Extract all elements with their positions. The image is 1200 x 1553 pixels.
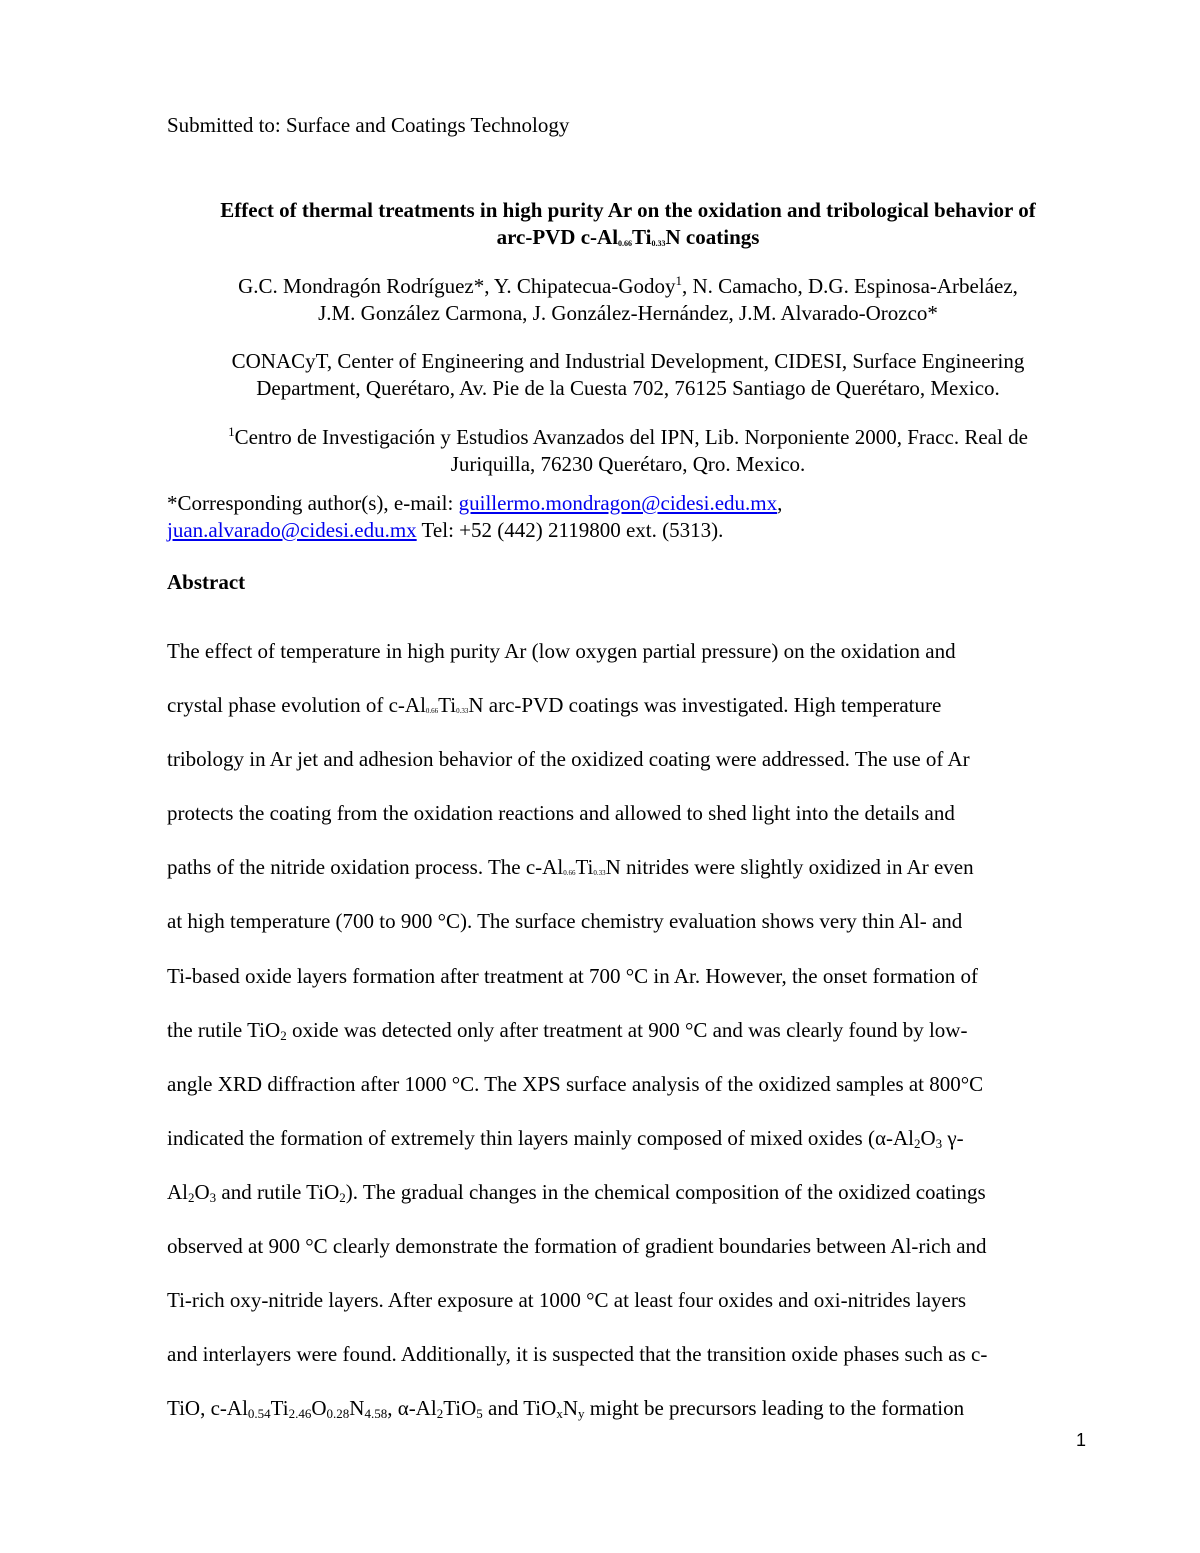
submission-note: Submitted to: Surface and Coatings Technology: [167, 113, 570, 137]
author-text: , N. Camacho, D.G. Espinosa-Arbeláez,: [682, 274, 1018, 298]
paper-title: [120, 197, 1136, 257]
author-text: G.C. Mondragón Rodríguez*, Y. Chipatecua-Godoy: [238, 274, 676, 298]
abstract-heading: Abstract: [167, 570, 246, 594]
email-link-1[interactable]: guillermo.mondragon@cidesi.edu.mx: [458, 491, 778, 515]
page-number: 1: [1076, 1430, 1087, 1450]
abstract-line: crystal phase evolution of $c-Al_{0.66}Ti_{0.33}N$ arc-PVD coatings was investigated. High temperature: [167, 693, 942, 718]
abstract-line: The effect of temperature in high purity Ar (low oxygen partial pressure) on the oxidation and: [167, 639, 956, 663]
title-text: arc-PVD c-Al: [496, 225, 619, 249]
abstract-body: [167, 638, 1092, 1449]
abstract-line: indicated the formation of extremely thin layers mainly composed of mixed oxides ($\alpha-Al_2O_3$ γ-: [167, 1125, 964, 1151]
affiliation-2: [120, 418, 1136, 478]
author-line-2: J.M. González Carmona, J. González-Hernández, J.M. Alvarado-Orozco*: [318, 301, 938, 325]
abstract-line: protects the coating from the oxidation reactions and allowed to shed light into the details and: [167, 801, 955, 826]
abstract-line: observed at 900 °C clearly demonstrate the formation of gradient boundaries between Al-rich and: [167, 1234, 987, 1259]
title-line-1: Effect of thermal treatments in high purity Ar on the oxidation and tribological behavior of: [220, 198, 1036, 222]
author-line-1: [150, 267, 1106, 300]
title-subscript: 0.66: [618, 239, 633, 248]
abstract-line: Ti-based oxide layers formation after treatment at 700 °C in Ar. However, the onset formation of: [167, 963, 978, 988]
title-text: Ti: [632, 225, 652, 249]
email-link-2[interactable]: juan.alvarado@cidesi.edu.mx: [167, 518, 417, 542]
abstract-line: tribology in Ar jet and adhesion behavior of the oxidized coating were addressed. The use of Ar: [167, 747, 970, 772]
affiliation-text: Centro de Investigación y Estudios Avanzados del IPN, Lib. Norponiente 2000, Fracc. Real de: [234, 425, 1028, 449]
separator: ,: [777, 491, 783, 515]
author-list: [150, 267, 1106, 327]
abstract-line: Ti-rich oxy-nitride layers. After exposure at 1000 °C at least four oxides and oxi-nitrides layers: [167, 1288, 967, 1313]
abstract-line: TiO, $c-Al_{0.54}Ti_{2.46}O_{0.28}N_{4.58}$, $\alpha-Al_2TiO_5$ and $TiO_xN_y$ might be precursors leading to the formation: [167, 1396, 965, 1422]
abstract-line: the rutile TiO$_2$ oxide was detected only after treatment at 900 °C and was clearly found by low-: [167, 1017, 968, 1043]
title-subscript: 0.33: [651, 239, 666, 248]
corresponding-author: [167, 490, 1067, 544]
abstract-line: at high temperature (700 to 900 °C). The surface chemistry evaluation shows very thin Al- and: [167, 909, 963, 934]
affiliation-1: [120, 348, 1136, 402]
affiliation-1-line-2: Department, Querétaro, Av. Pie de la Cuesta 702, 76125 Santiago de Querétaro, Mexico.: [256, 376, 1000, 400]
affiliation-2-line-2: Juriquilla, 76230 Querétaro, Qro. Mexico.: [450, 452, 806, 476]
abstract-line: and interlayers were found. Additionally, it is suspected that the transition oxide phases such as c-: [167, 1342, 988, 1367]
title-text: N coatings: [665, 225, 760, 249]
affiliation-marker: 1: [228, 424, 235, 439]
corresponding-label: *Corresponding author(s), e-mail:: [167, 491, 459, 515]
affiliation-2-line-1: [120, 418, 1136, 451]
phone-text: Tel: +52 (442) 2119800 ext. (5313).: [416, 518, 724, 542]
affiliation-1-line-1: CONACyT, Center of Engineering and Industrial Development, CIDESI, Surface Engineering: [231, 349, 1025, 373]
abstract-line: $Al_2O_3$ and rutile TiO$_2$). The gradual changes in the chemical composition of the oxidized coatings: [167, 1179, 986, 1205]
title-line-2: [120, 224, 1136, 257]
affiliation-marker: 1: [675, 273, 683, 288]
abstract-line: angle XRD diffraction after 1000 °C. The XPS surface analysis of the oxidized samples at 800°C: [167, 1071, 984, 1096]
abstract-line: paths of the nitride oxidation process. The $c-Al_{0.66}Ti_{0.33}N$ nitrides were slightly oxidized in Ar even: [167, 855, 974, 880]
